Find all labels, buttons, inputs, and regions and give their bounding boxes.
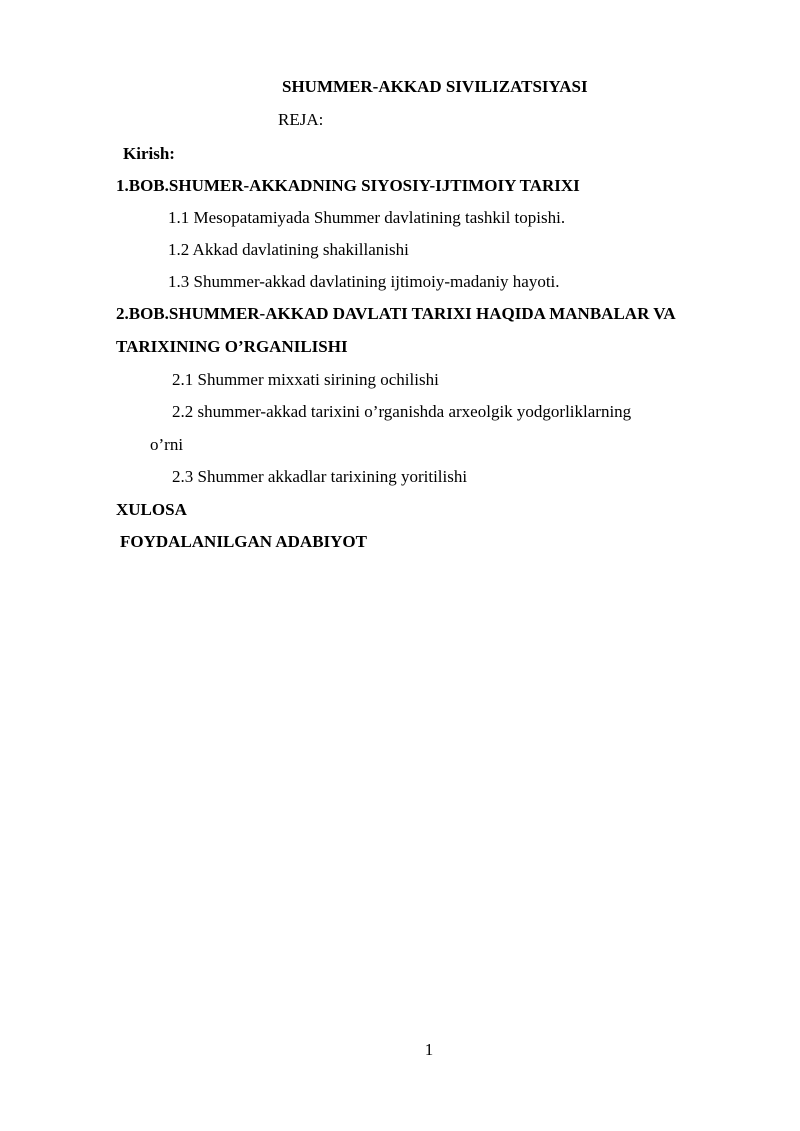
chapter-2-title-line-1: 2.BOB.SHUMMER-AKKAD DAVLATI TARIXI HAQIDA MANBALAR VA — [116, 304, 676, 323]
section-1-1: 1.1 Mesopatamiyada Shummer davlatining tashkil topishi. — [168, 208, 566, 227]
section-1-3: 1.3 Shummer-akkad davlatining ijtimoiy-madaniy hayoti. — [168, 272, 560, 291]
section-1-2: 1.2 Akkad davlatining shakillanishi — [168, 240, 409, 259]
page-number: 1 — [424, 1040, 434, 1059]
intro-heading: Kirish: — [123, 144, 175, 163]
chapter-2-title-line-2: TARIXINING O’RGANILISHI — [116, 337, 348, 356]
plan-heading: REJA: — [278, 110, 324, 129]
section-2-2-continuation: o’rni — [150, 435, 184, 454]
conclusion-heading: XULOSA — [116, 500, 187, 519]
chapter-1-title: 1.BOB.SHUMER-AKKADNING SIYOSIY-IJTIMOIY TARIXI — [116, 176, 580, 195]
section-2-3: 2.3 Shummer akkadlar tarixining yoritilishi — [172, 467, 468, 486]
document-title: SHUMMER-AKKAD SIVILIZATSIYASI — [282, 77, 588, 96]
section-2-2: 2.2 shummer-akkad tarixini o’rganishda arxeolgik yodgorliklarning — [172, 402, 632, 421]
references-heading: FOYDALANILGAN ADABIYOT — [120, 532, 367, 551]
section-2-1: 2.1 Shummer mixxati sirining ochilishi — [172, 370, 439, 389]
